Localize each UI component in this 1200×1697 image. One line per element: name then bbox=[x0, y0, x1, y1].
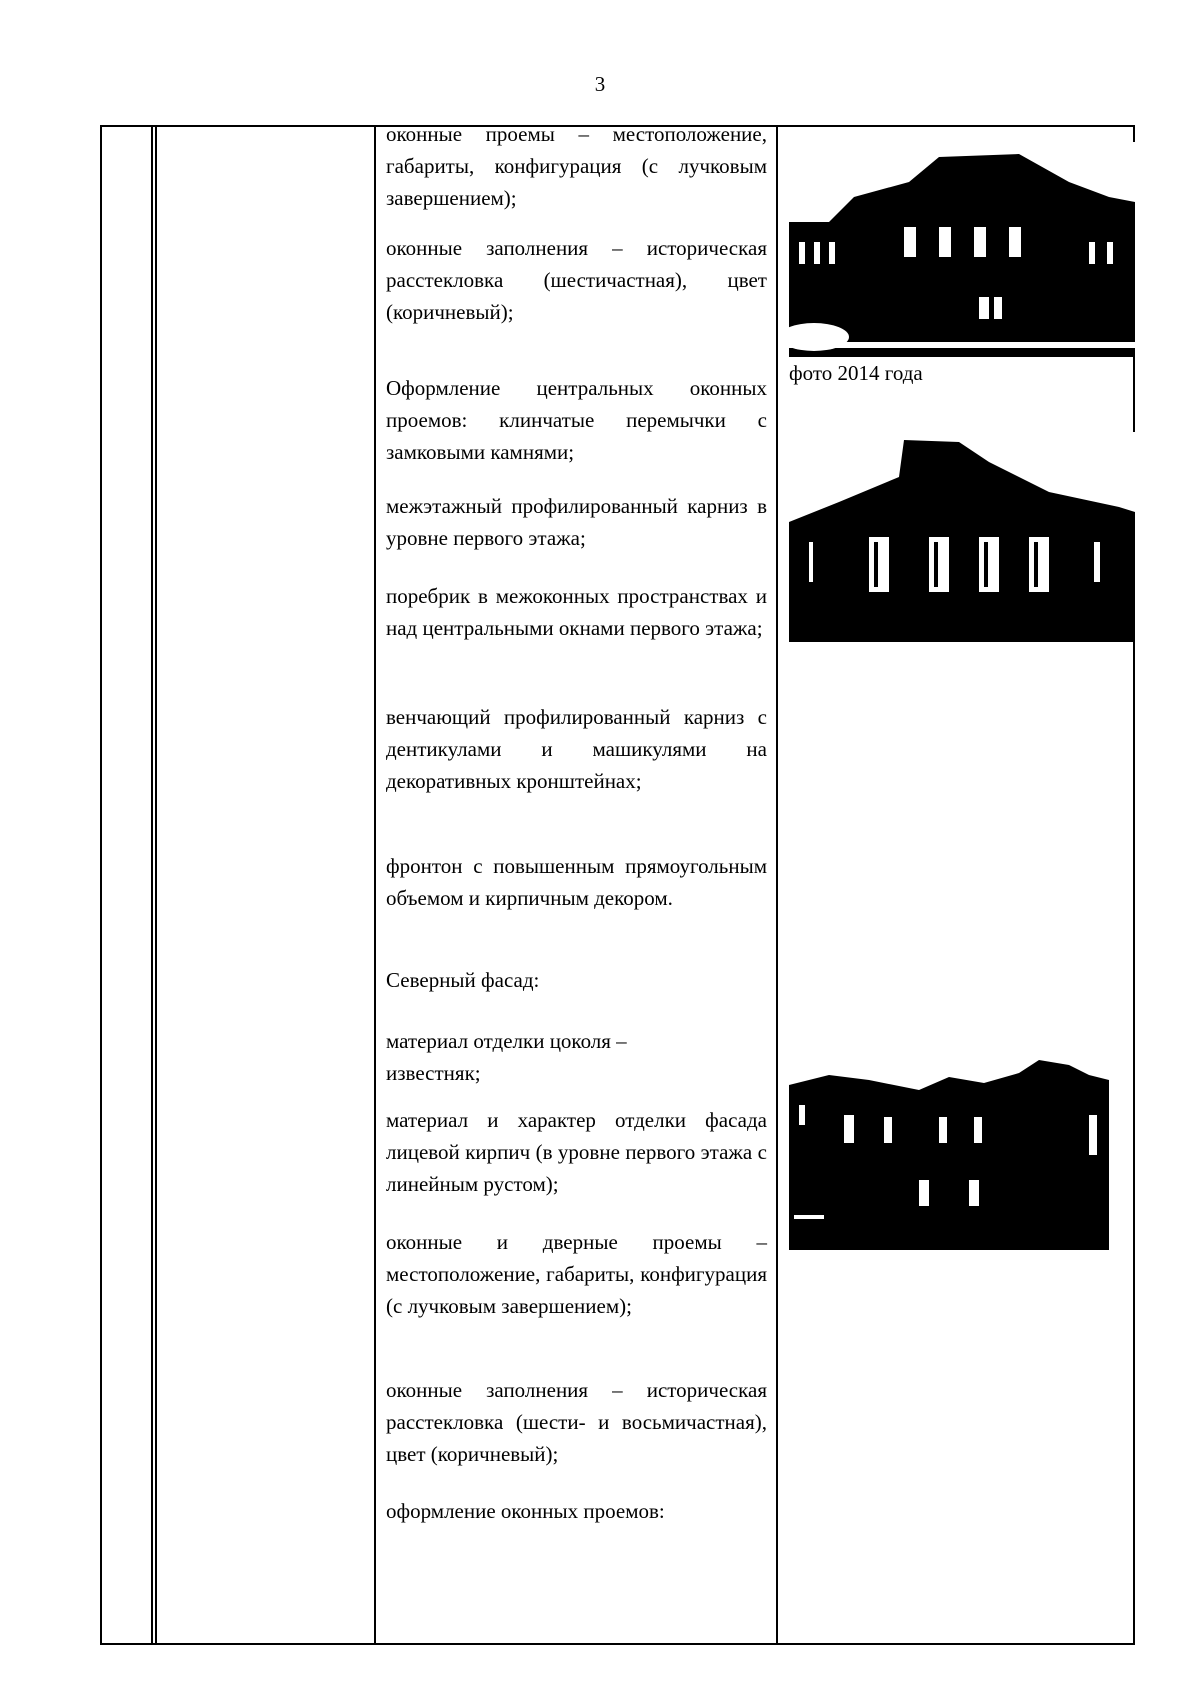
paragraph: венчающий профилированный карниз с дентикулами и машикулями на декоративных кронштейнах; bbox=[386, 705, 767, 793]
paragraph: Оформление центральных оконных проемов: клинчатые перемычки с замковыми камнями; bbox=[386, 376, 767, 464]
paragraph: материал отделки цоколя – известняк; bbox=[386, 1029, 627, 1085]
document-table bbox=[100, 122, 1135, 1645]
page-number: 3 bbox=[594, 72, 606, 96]
paragraph: поребрик в межоконных пространствах и над центральными окнами первого этажа; bbox=[386, 584, 767, 640]
photo-caption: фото 2014 года bbox=[789, 361, 923, 385]
paragraph: материал и характер отделки фасада лицевой кирпич (в уровне первого этажа с линейным рустом); bbox=[386, 1108, 767, 1196]
paragraph: оконные проемы – местоположение, габариты, конфигурация (с лучковым завершением); bbox=[386, 122, 767, 210]
paragraph: фронтон с повышенным прямоугольным объемом и кирпичным декором. bbox=[386, 854, 767, 910]
paragraph: межэтажный профилированный карниз в уровне первого этажа; bbox=[386, 494, 767, 550]
paragraph: оконные заполнения – историческая расстекловка (шести- и восьмичастная), цвет (коричневый); bbox=[386, 1378, 767, 1466]
paragraph: оконные и дверные проемы – местоположение, габариты, конфигурация (с лучковым завершением); bbox=[386, 1230, 767, 1318]
column-divider bbox=[151, 127, 153, 1643]
column-divider bbox=[374, 127, 376, 1643]
column-divider bbox=[776, 127, 778, 1643]
building-photo bbox=[789, 142, 1135, 357]
building-photo-image bbox=[789, 1055, 1109, 1250]
building-photo bbox=[789, 1055, 1109, 1250]
building-photo bbox=[789, 432, 1135, 642]
building-photo-image bbox=[789, 432, 1135, 642]
paragraph: оформление оконных проемов: bbox=[386, 1499, 665, 1523]
paragraph: Северный фасад: bbox=[386, 968, 540, 992]
building-photo-image bbox=[789, 142, 1135, 357]
paragraph: оконные заполнения – историческая расстекловка (шестичастная), цвет (коричневый); bbox=[386, 236, 767, 324]
column-divider bbox=[155, 127, 157, 1643]
